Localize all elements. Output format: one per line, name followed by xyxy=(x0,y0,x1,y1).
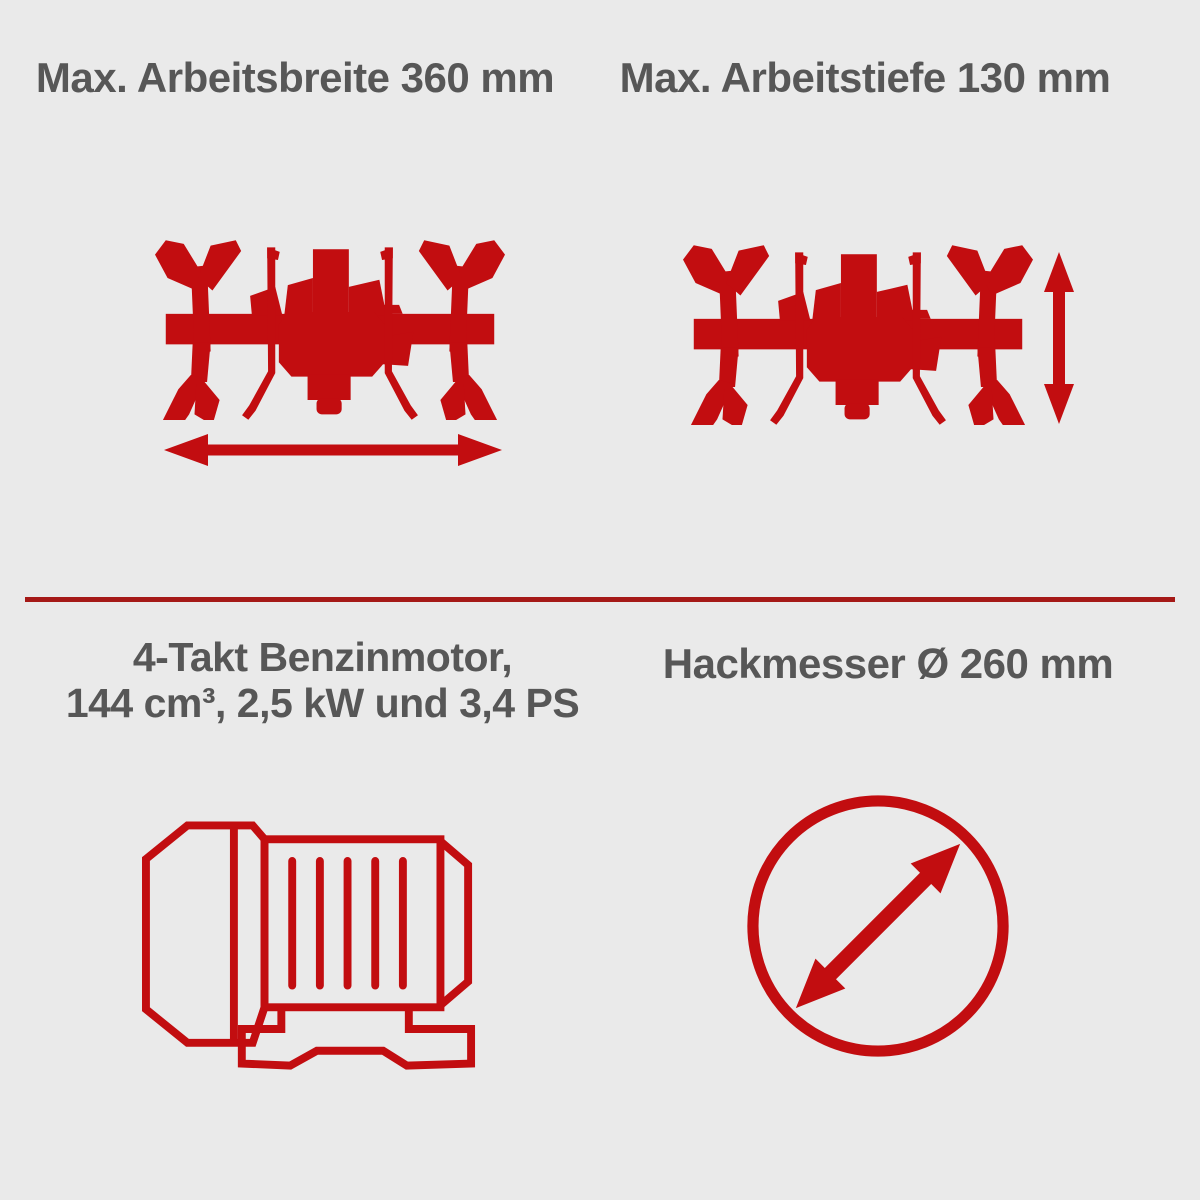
title-benzinmotor-line2: 144 cm³, 2,5 kW und 3,4 PS xyxy=(65,680,580,726)
blade-diameter-circle-icon xyxy=(738,786,1018,1066)
horizontal-double-arrow-icon xyxy=(162,432,504,468)
petrol-engine-icon xyxy=(142,820,478,1072)
red-divider-line xyxy=(25,597,1175,602)
vertical-double-arrow-icon xyxy=(1040,250,1078,426)
tiller-blades-icon xyxy=(155,240,505,420)
title-arbeitsbreite: Max. Arbeitsbreite 360 mm xyxy=(35,54,555,101)
title-benzinmotor-line1: 4-Takt Benzinmotor, xyxy=(132,634,513,680)
title-benzinmotor xyxy=(40,634,605,726)
title-arbeitstiefe: Max. Arbeitstiefe 130 mm xyxy=(619,54,1111,101)
tiller-blades-icon xyxy=(683,245,1033,425)
title-hackmesser: Hackmesser Ø 260 mm xyxy=(662,640,1114,687)
